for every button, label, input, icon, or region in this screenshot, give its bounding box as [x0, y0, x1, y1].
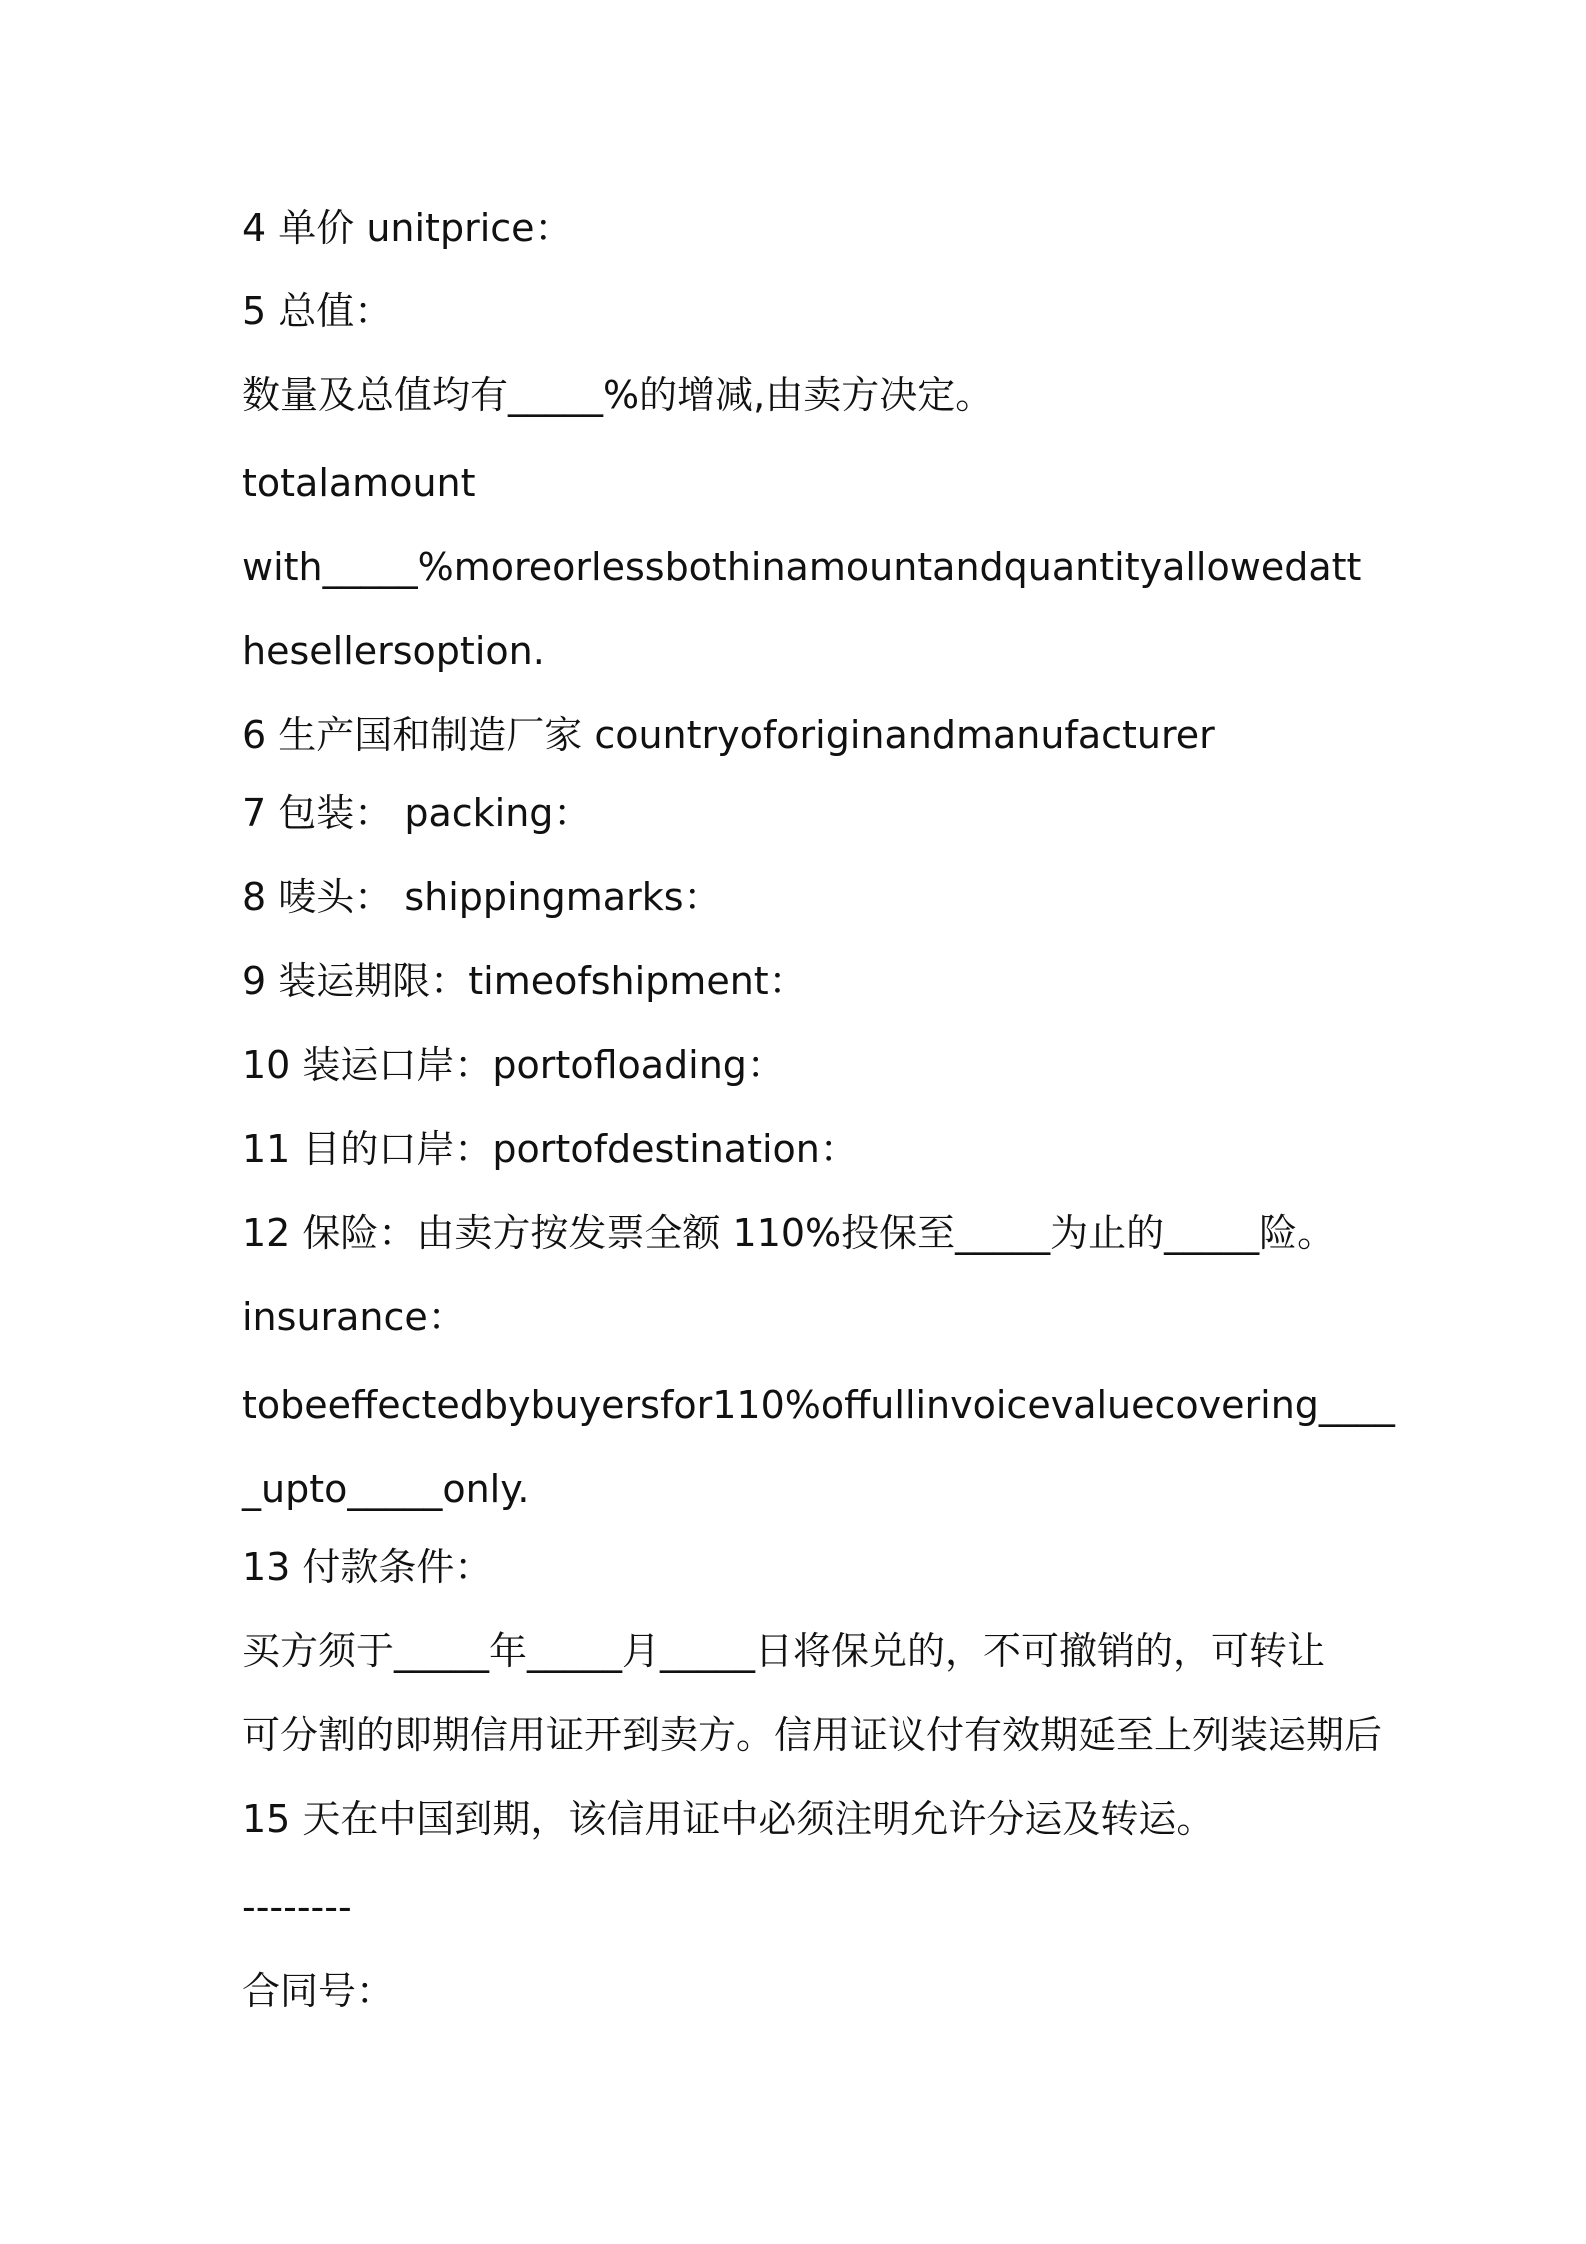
line-contract-number: 合同号： [242, 1969, 395, 2013]
line-shipping-marks: 8 唛头： shippingmarks： [242, 875, 722, 919]
line-total-amount: totalamount [242, 461, 476, 505]
line-quantity-tolerance-cn: 数量及总值均有_____%的增减,由卖方决定。 [242, 373, 994, 417]
line-insurance-label: insurance： [242, 1295, 466, 1339]
line-total-value: 5 总值： [242, 289, 393, 333]
line-country-of-origin: 6 生产国和制造厂家 countryoforiginandmanufacturer [242, 713, 1215, 757]
line-port-of-destination: 11 目的口岸：portofdestination： [242, 1127, 858, 1171]
line-payment-cn-1: 买方须于_____年_____月_____日将保兑的，不可撤销的，可转让 [242, 1629, 1326, 1673]
line-tolerance-en-1: with_____%moreorlessbothinamountandquantityallowedatt [242, 545, 1362, 589]
line-payment-cn-3: 15 天在中国到期，该信用证中必须注明允许分运及转运。 [242, 1797, 1215, 1841]
line-payment-cn-2: 可分割的即期信用证开到卖方。信用证议付有效期延至上列装运期后 [242, 1713, 1383, 1757]
line-port-of-loading: 10 装运口岸：portofloading： [242, 1043, 785, 1087]
line-tolerance-en-2: hesellersoption. [242, 629, 545, 673]
line-time-of-shipment: 9 装运期限：timeofshipment： [242, 959, 807, 1003]
line-separator: -------- [242, 1885, 352, 1929]
line-payment-terms: 13 付款条件： [242, 1545, 493, 1589]
line-insurance-cn: 12 保险：由卖方按发票全额 110%投保至_____为止的_____险。 [242, 1211, 1336, 1255]
line-unit-price: 4 单价 unitprice： [242, 206, 573, 250]
line-insurance-en-2: _upto_____only. [242, 1467, 530, 1511]
line-insurance-en-1: tobeeffectedbybuyersfor110%offullinvoicevaluecovering____ [242, 1383, 1395, 1427]
line-packing: 7 包装： packing： [242, 791, 592, 835]
